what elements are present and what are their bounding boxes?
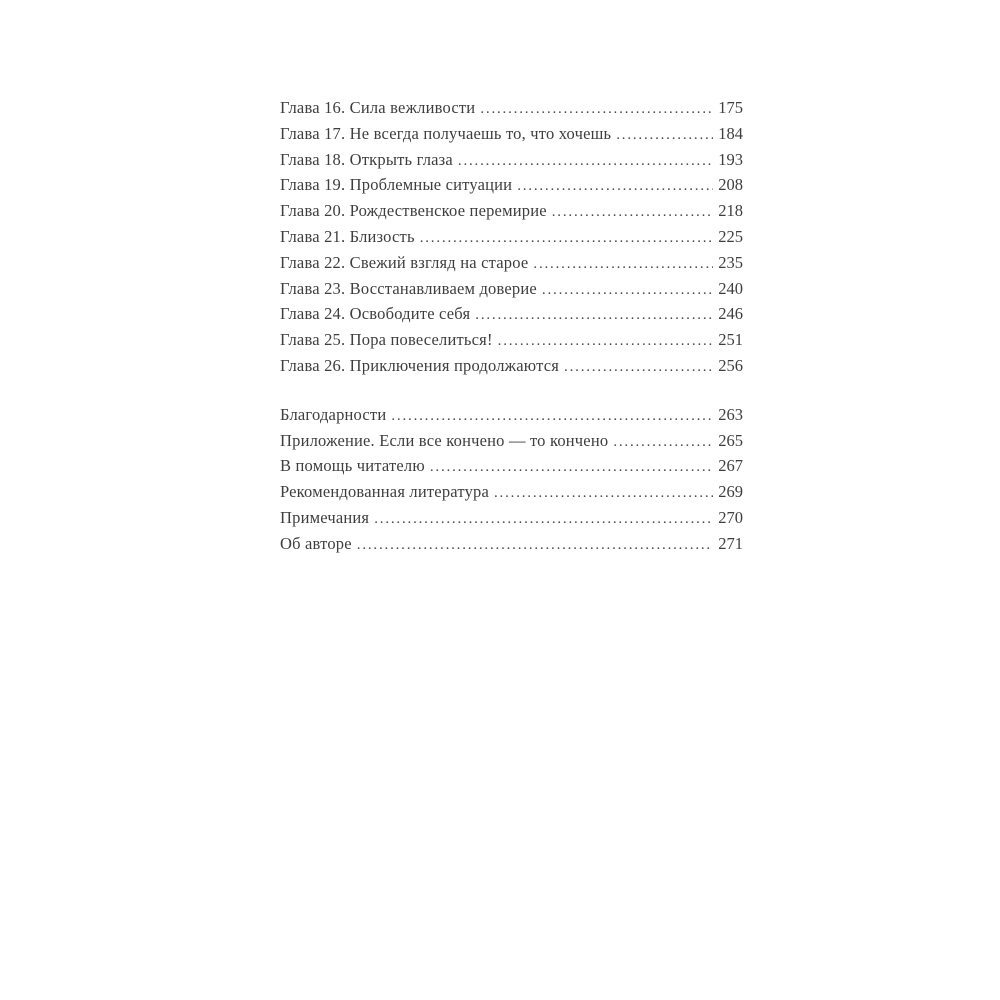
dot-leader: [480, 96, 713, 122]
toc-entry-page: 269: [718, 482, 743, 502]
dot-leader: [357, 532, 713, 558]
toc-entry-title: Глава 19. Проблемные ситуации: [280, 175, 513, 195]
toc-entry: [280, 480, 743, 506]
toc-entry-title: Глава 25. Пора повеселиться!: [280, 330, 493, 350]
toc-entry: [280, 277, 743, 303]
toc-entry-title: Глава 26. Приключения продолжаются: [280, 355, 560, 375]
toc-entry-page: 193: [718, 149, 743, 169]
toc-entry-page: 175: [718, 98, 743, 117]
dot-leader: [391, 403, 713, 429]
toc-entry: [280, 403, 743, 429]
toc-entry-page: 184: [718, 123, 743, 143]
toc-entry: [280, 148, 743, 174]
toc-entry: [280, 354, 743, 380]
toc-entry-page: 218: [718, 201, 743, 221]
dot-leader: [458, 148, 713, 174]
toc-entry-page: 270: [718, 507, 743, 527]
toc-entry-page: 240: [718, 278, 743, 298]
toc-entry-title: Рекомендованная литература: [280, 482, 489, 502]
toc-chapters-section: [280, 96, 743, 380]
dot-leader: [498, 328, 713, 354]
toc-entry-title: Благодарности: [280, 404, 387, 424]
toc-entry-page: 265: [718, 430, 743, 450]
toc-entry-title: Глава 21. Близость: [280, 226, 415, 246]
toc-entry: [280, 251, 743, 277]
toc-entry-title: Глава 20. Рождественское перемирие: [280, 201, 547, 221]
dot-leader: [517, 173, 713, 199]
toc-entry: [280, 328, 743, 354]
toc-entry-page: 256: [718, 355, 743, 375]
toc-back-matter-section: [280, 403, 743, 558]
toc-entry: [280, 429, 743, 455]
toc-entry-title: Глава 23. Восстанавливаем доверие: [280, 278, 537, 298]
toc-entry-title: Глава 17. Не всегда получаешь то, что хочешь: [280, 123, 612, 143]
toc-entry-title: Глава 24. Освободите себя: [280, 304, 471, 324]
dot-leader: [430, 454, 713, 480]
dot-leader: [475, 302, 713, 328]
dot-leader: [533, 251, 713, 277]
toc-entry-title: Примечания: [280, 507, 370, 527]
toc-entry: [280, 454, 743, 480]
toc-entry: [280, 225, 743, 251]
toc-entry-title: Глава 16. Сила вежливости: [280, 98, 476, 117]
toc-entry-title: Глава 18. Открыть глаза: [280, 149, 453, 169]
toc-entry: [280, 173, 743, 199]
table-of-contents: [280, 96, 743, 558]
toc-entry: [280, 96, 743, 122]
dot-leader: [374, 506, 713, 532]
dot-leader: [552, 199, 713, 225]
toc-entry: [280, 302, 743, 328]
toc-entry-title: Об авторе: [280, 533, 352, 553]
dot-leader: [564, 354, 713, 380]
toc-entry-page: 235: [718, 252, 743, 272]
dot-leader: [613, 429, 713, 455]
toc-entry: [280, 199, 743, 225]
toc-entry: [280, 122, 743, 148]
dot-leader: [420, 225, 713, 251]
toc-entry-page: 271: [718, 533, 743, 553]
toc-entry-page: 225: [718, 226, 743, 246]
dot-leader: [494, 480, 713, 506]
toc-entry: [280, 532, 743, 558]
toc-entry-page: 208: [718, 175, 743, 195]
toc-entry-title: Глава 22. Свежий взгляд на старое: [280, 252, 529, 272]
toc-entry-title: В помощь читателю: [280, 456, 425, 476]
toc-entry: [280, 506, 743, 532]
toc-entry-page: 251: [718, 330, 743, 350]
dot-leader: [616, 122, 713, 148]
toc-entry-page: 246: [718, 304, 743, 324]
dot-leader: [542, 277, 713, 303]
toc-entry-title: Приложение. Если все кончено — то кончено: [280, 430, 609, 450]
toc-entry-page: 263: [718, 404, 743, 424]
toc-entry-page: 267: [718, 456, 743, 476]
